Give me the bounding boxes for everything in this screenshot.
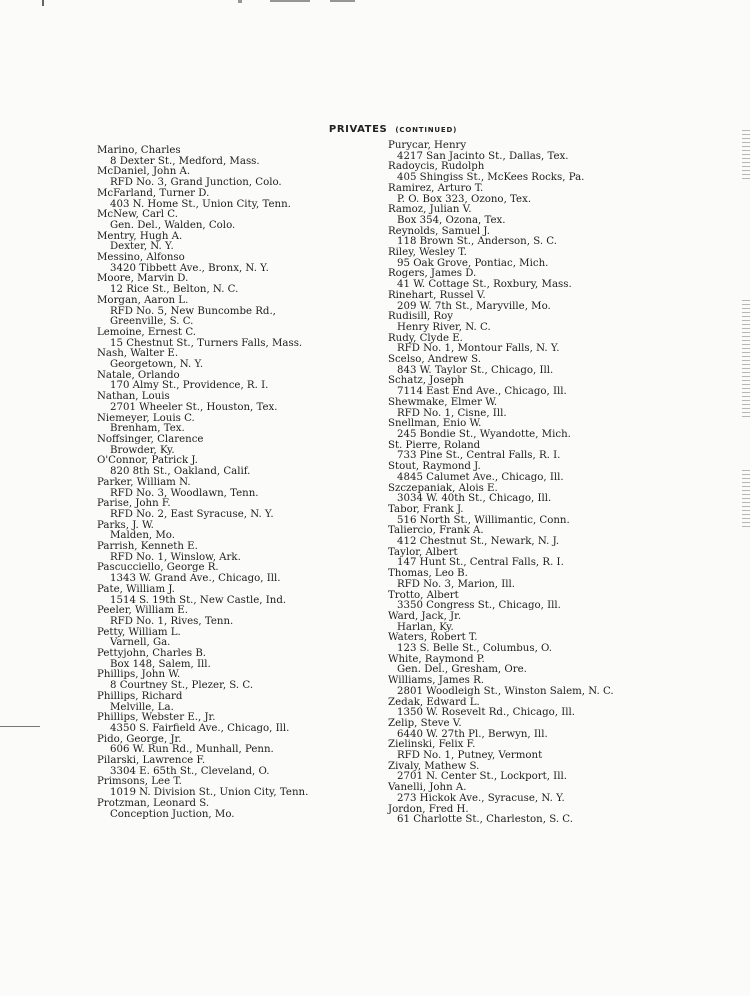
entry-address: 820 8th St., Oakland, Calif. [110, 466, 251, 478]
roster-entry [388, 526, 718, 547]
entry-address: 1350 W. Rosevelt Rd., Chicago, Ill. [397, 707, 575, 719]
entry-address: 1343 W. Grand Ave., Chicago, Ill. [110, 573, 281, 585]
entry-name: Taylor, Albert [388, 546, 458, 558]
roster-entry [97, 392, 372, 413]
roster-entry [388, 462, 718, 483]
entry-name: Stout, Raymond J. [388, 461, 481, 473]
roster-entry [97, 606, 372, 627]
entry-address: RFD No. 5, New Buncombe Rd., [110, 305, 276, 317]
entry-address: Gen. Del., Gresham, Ore. [397, 664, 527, 676]
entry-address: 412 Chestnut St., Newark, N. J. [397, 536, 560, 548]
entry-address: 3304 E. 65th St., Cleveland, O. [110, 765, 270, 777]
entry-address: Conception Juction, Mo. [110, 808, 235, 820]
roster-entry [388, 334, 718, 355]
roster-entry [97, 456, 372, 477]
entry-name: Phillips, John W. [97, 669, 181, 681]
entry-address: Brenham, Tex. [110, 423, 185, 435]
entry-name: Parker, William N. [97, 476, 191, 488]
entry-name: Nash, Walter E. [97, 348, 179, 360]
roster-entry [388, 740, 718, 761]
entry-address: Browder, Ky. [110, 444, 175, 456]
entry-name: Pascucciello, George R. [97, 562, 219, 574]
scan-artifact [0, 726, 40, 727]
roster-entry [97, 296, 372, 328]
entry-address: RFD No. 1, Putney, Vermont [397, 750, 543, 762]
roster-entry [388, 355, 718, 376]
entry-address: 606 W. Run Rd., Munhall, Penn. [110, 744, 274, 756]
roster-entry [388, 569, 718, 590]
entry-address: 3350 Congress St., Chicago, Ill. [397, 600, 561, 612]
entry-name: Vanelli, John A. [388, 782, 467, 794]
roster-entry [97, 328, 372, 349]
entry-address: 209 W. 7th St., Maryville, Mo. [397, 300, 551, 312]
entry-address: 1514 S. 19th St., New Castle, Ind. [110, 594, 287, 606]
entry-name: Williams, James R. [388, 675, 484, 687]
entry-name: O'Connor, Patrick J. [97, 455, 198, 467]
entry-address: 6440 W. 27th Pl., Berwyn, Ill. [397, 728, 548, 740]
roster-entry [97, 542, 372, 563]
entry-name: Rudy, Clyde E. [388, 332, 463, 344]
roster-entry [388, 612, 718, 633]
entry-name: McFarland, Turner D. [97, 187, 210, 199]
entry-name: Phillips, Richard [97, 690, 183, 702]
entry-name: Parks, J. W. [97, 519, 154, 531]
entry-address: Georgetown, N. Y. [110, 359, 204, 371]
roster-entry [388, 719, 718, 740]
entry-name: Zelip, Steve V. [388, 717, 462, 729]
entry-name: Thomas, Leo B. [388, 568, 468, 580]
entry-address: 12 Rice St., Belton, N. C. [110, 284, 239, 296]
entry-address: Gen. Del., Walden, Colo. [110, 219, 236, 231]
entry-address: 733 Pine St., Central Falls, R. I. [397, 450, 561, 462]
roster-entry [97, 167, 372, 188]
entry-address: 2701 Wheeler St., Houston, Tex. [110, 401, 278, 413]
scan-artifact [742, 470, 750, 530]
entry-name: Natale, Orlando [97, 369, 180, 381]
entry-address: Dexter, N. Y. [110, 241, 174, 253]
entry-name: Reynolds, Samuel J. [388, 225, 490, 237]
roster-entry [97, 478, 372, 499]
roster-entry [97, 232, 372, 253]
roster-right-column [388, 141, 718, 826]
entry-address: 170 Almy St., Providence, R. I. [110, 380, 269, 392]
entry-address: RFD No. 3, Marion, Ill. [397, 578, 516, 590]
roster-entry [388, 548, 718, 569]
entry-address: 843 W. Taylor St., Chicago, Ill. [397, 364, 554, 376]
roster-entry [97, 799, 372, 820]
roster-entry [388, 655, 718, 676]
entry-name: Pate, William J. [97, 583, 175, 595]
entry-name: Zielinski, Felix F. [388, 739, 476, 751]
entry-name: Petty, William L. [97, 626, 181, 638]
roster-entry [388, 184, 718, 205]
entry-address: 147 Hunt St., Central Falls, R. I. [397, 557, 564, 569]
entry-name: Ramoz, Julian V. [388, 204, 472, 216]
entry-address: 516 North St., Willimantic, Conn. [397, 514, 570, 526]
entry-address: Box 148, Salem, Ill. [110, 658, 211, 670]
roster-entry [388, 419, 718, 440]
entry-name: Jordon, Fred H. [388, 803, 469, 815]
entry-address: 123 S. Belle St., Columbus, O. [397, 643, 553, 655]
entry-name: Marino, Charles [97, 145, 181, 156]
entry-address: P. O. Box 323, Ozono, Tex. [397, 193, 532, 205]
roster-entry [388, 762, 718, 783]
roster-entry [388, 591, 718, 612]
roster-entry [97, 756, 372, 777]
entry-name: Rogers, James D. [388, 268, 477, 280]
entry-name: Primsons, Lee T. [97, 776, 182, 788]
entry-address: RFD No. 3, Grand Junction, Colo. [110, 177, 282, 189]
entry-name: Szczepaniak, Alois E. [388, 482, 498, 494]
roster-entry [388, 376, 718, 397]
entry-address: Henry River, N. C. [397, 321, 491, 333]
entry-name: Radoycis, Rudolph [388, 161, 485, 173]
entry-name: Lemoine, Ernest C. [97, 326, 197, 338]
roster-entry [388, 248, 718, 269]
roster-entry [388, 783, 718, 804]
entry-address: 2701 N. Center St., Lockport, Ill. [397, 771, 567, 783]
roster-entry [97, 628, 372, 649]
heading-title: PRIVATES [328, 124, 388, 135]
entry-name: Noffsinger, Clarence [97, 433, 204, 445]
entry-address: 41 W. Cottage St., Roxbury, Mass. [397, 279, 572, 291]
roster-entry [388, 291, 718, 312]
entry-name: Peeler, William E. [97, 605, 188, 617]
roster-entry [97, 735, 372, 756]
entry-name: Purycar, Henry [388, 140, 467, 151]
entry-address: 4845 Calumet Ave., Chicago, Ill. [397, 471, 564, 483]
entry-address: RFD No. 1, Winslow, Ark. [110, 551, 241, 563]
entry-address: Harlan, Ky. [397, 621, 454, 633]
entry-name: Pido, George, Jr. [97, 733, 182, 745]
entry-address: 118 Brown St., Anderson, S. C. [397, 236, 557, 248]
entry-address: Box 354, Ozona, Tex. [397, 214, 506, 226]
roster-entry [97, 777, 372, 798]
entry-name: Zedak, Edward L. [388, 696, 480, 708]
entry-name: Riley, Wesley T. [388, 247, 467, 259]
roster-entry [97, 371, 372, 392]
entry-name: Messino, Alfonso [97, 252, 185, 264]
entry-name: McDaniel, John A. [97, 166, 191, 178]
roster-entry [388, 269, 718, 290]
entry-name: Niemeyer, Louis C. [97, 412, 195, 424]
roster-entry [97, 210, 372, 231]
entry-address: RFD No. 1, Rives, Tenn. [110, 615, 234, 627]
roster-entry [388, 698, 718, 719]
roster-entry [97, 349, 372, 370]
entry-address: RFD No. 1, Cisne, Ill. [397, 407, 507, 419]
entry-address: 95 Oak Grove, Pontiac, Mich. [397, 257, 549, 269]
entry-name: Tabor, Frank J. [388, 503, 464, 515]
entry-name: St. Pierre, Roland [388, 439, 481, 451]
entry-address: Greenville, S. C. [110, 316, 194, 328]
entry-name: Taliercio, Frank A. [388, 525, 484, 537]
roster-entry [388, 805, 718, 826]
roster-entry [97, 692, 372, 713]
entry-address: 403 N. Home St., Union City, Tenn. [110, 198, 291, 210]
entry-name: Nathan, Louis [97, 391, 170, 403]
entry-address: Malden, Mo. [110, 530, 175, 542]
heading-continued: (CONTINUED) [395, 126, 458, 134]
entry-address: 405 Shingiss St., McKees Rocks, Pa. [397, 172, 585, 184]
roster-entry [97, 649, 372, 670]
entry-name: McNew, Carl C. [97, 209, 178, 221]
entry-name: Snellman, Enio W. [388, 418, 482, 430]
scan-artifact [330, 0, 355, 2]
roster-entry [388, 484, 718, 505]
entry-name: Mentry, Hugh A. [97, 230, 183, 242]
roster-entry [97, 585, 372, 606]
scan-artifact [742, 130, 750, 180]
entry-name: Schatz, Joseph [388, 375, 464, 387]
entry-name: Scelso, Andrew S. [388, 354, 481, 366]
roster-entry [388, 441, 718, 462]
roster-entry [388, 227, 718, 248]
entry-name: Moore, Marvin D. [97, 273, 189, 285]
roster-entry [388, 676, 718, 697]
entry-name: Rinehart, Russel V. [388, 289, 486, 301]
entry-address: Varnell, Ga. [110, 637, 171, 649]
entry-address: 3420 Tibbett Ave., Bronx, N. Y. [110, 262, 269, 274]
roster-entry [97, 521, 372, 542]
roster-entry [97, 713, 372, 734]
entry-name: Morgan, Aaron L. [97, 294, 189, 306]
entry-name: Shewmake, Elmer W. [388, 396, 498, 408]
entry-address: 8 Courtney St., Plezer, S. C. [110, 680, 254, 692]
entry-name: Parrish, Kenneth E. [97, 541, 198, 553]
roster-entry [388, 162, 718, 183]
roster-left-column [97, 146, 372, 820]
scan-artifact [238, 0, 242, 3]
entry-name: Pettyjohn, Charles B. [97, 648, 207, 660]
entry-name: Zivaly, Mathew S. [388, 760, 480, 772]
scan-artifact [742, 300, 750, 420]
entry-name: Pilarski, Lawrence F. [97, 755, 206, 767]
entry-address: 3034 W. 40th St., Chicago, Ill. [397, 493, 552, 505]
entry-address: 245 Bondie St., Wyandotte, Mich. [397, 428, 571, 440]
entry-address: 273 Hickok Ave., Syracuse, N. Y. [397, 792, 565, 804]
roster-entry [388, 205, 718, 226]
roster-entry [97, 189, 372, 210]
entry-address: RFD No. 1, Montour Falls, N. Y. [397, 343, 560, 355]
roster-entry [97, 499, 372, 520]
entry-name: Trotto, Albert [388, 589, 459, 601]
entry-address: 4350 S. Fairfield Ave., Chicago, Ill. [110, 722, 290, 734]
entry-name: Parise, John F. [97, 498, 171, 510]
entry-name: Waters, Robert T. [388, 632, 478, 644]
entry-name: White, Raymond P. [388, 653, 485, 665]
roster-entry [97, 414, 372, 435]
roster-entry [97, 670, 372, 691]
entry-address: 7114 East End Ave., Chicago, Ill. [397, 386, 567, 398]
entry-address: 4217 San Jacinto St., Dallas, Tex. [397, 150, 569, 162]
entry-address: 2801 Woodleigh St., Winston Salem, N. C. [397, 685, 614, 697]
entry-name: Ramirez, Arturo T. [388, 182, 484, 194]
entry-address: RFD No. 3, Woodlawn, Tenn. [110, 487, 259, 499]
entry-address: RFD No. 2, East Syracuse, N. Y. [110, 508, 274, 520]
roster-entry [97, 146, 372, 167]
scan-artifact [270, 0, 310, 2]
entry-address: Melville, La. [110, 701, 174, 713]
roster-entry [388, 398, 718, 419]
scan-artifact [42, 0, 44, 6]
page-heading [0, 124, 750, 135]
entry-name: Ward, Jack, Jr. [388, 610, 462, 622]
roster-entry [388, 505, 718, 526]
roster-entry [388, 312, 718, 333]
roster-entry [388, 633, 718, 654]
roster-entry [97, 274, 372, 295]
roster-entry [97, 253, 372, 274]
entry-address: 8 Dexter St., Medford, Mass. [110, 155, 260, 167]
entry-name: Phillips, Webster E., Jr. [97, 712, 216, 724]
roster-entry [97, 563, 372, 584]
entry-address: 61 Charlotte St., Charleston, S. C. [397, 814, 573, 826]
entry-name: Rudisill, Roy [388, 311, 454, 323]
entry-address: 15 Chestnut St., Turners Falls, Mass. [110, 337, 303, 349]
entry-address: 1019 N. Division St., Union City, Tenn. [110, 787, 309, 799]
entry-name: Protzman, Leonard S. [97, 797, 210, 809]
roster-entry [388, 141, 718, 162]
roster-entry [97, 435, 372, 456]
